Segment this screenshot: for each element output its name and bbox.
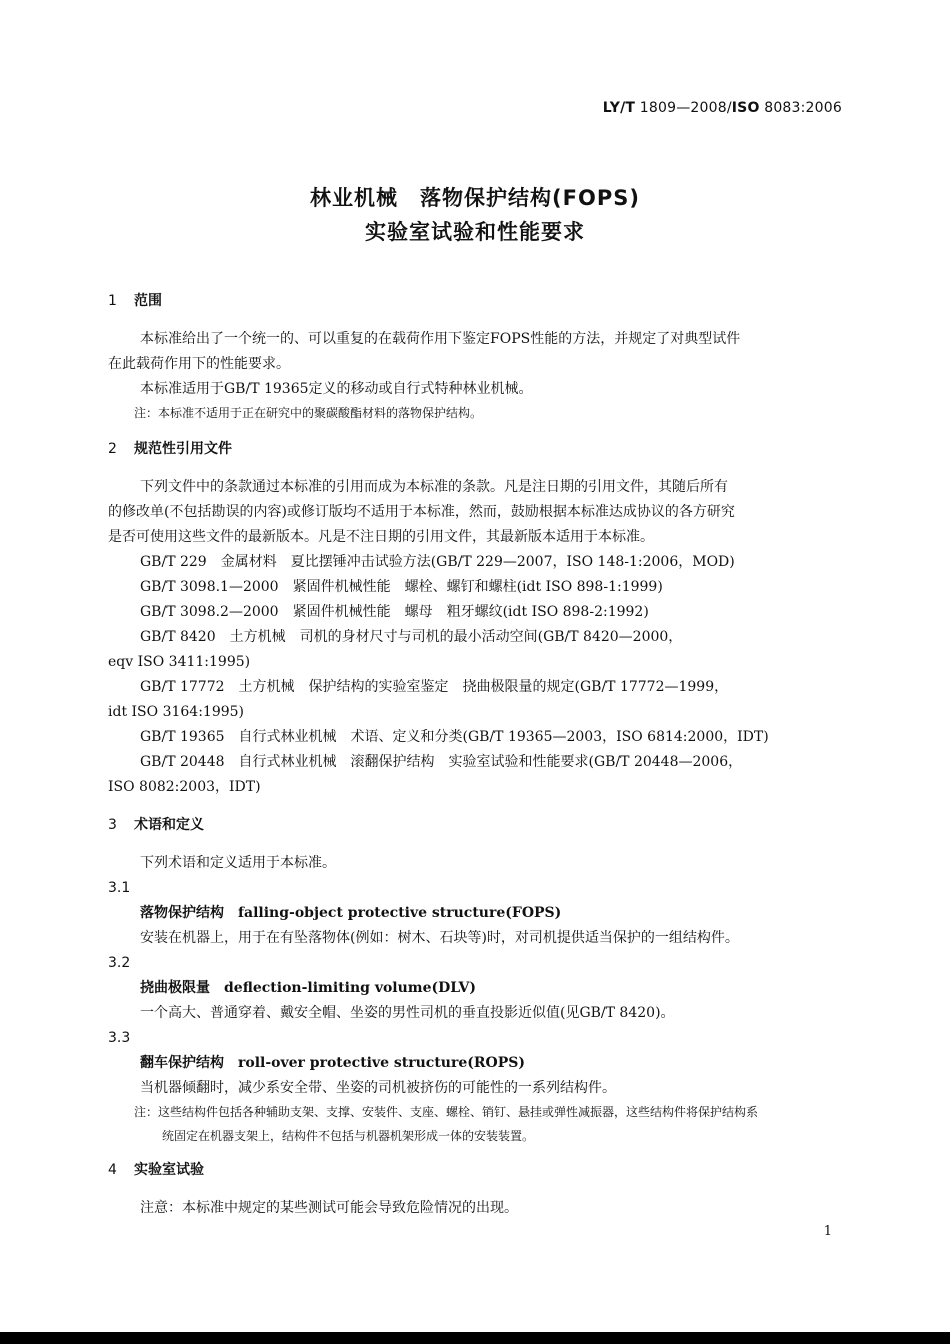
reference-item: GB/T 19365 自行式林业机械 术语、定义和分类(GB/T 19365—2003，ISO 6814:2000，IDT) bbox=[140, 729, 769, 745]
note: 注：这些结构件包括各种辅助支架、支撑、安装件、支座、螺栓、销钉、悬挂或弹性减振器，这些结构件将保护结构系 bbox=[134, 1105, 759, 1119]
paragraph-line: 下列术语和定义适用于本标准。 bbox=[140, 855, 336, 871]
std-number: 1809—2008/ bbox=[635, 100, 732, 116]
reference-item: GB/T 17772 土方机械 保护结构的实验室鉴定 挠曲极限量的规定(GB/T 17772—1999， bbox=[140, 679, 729, 695]
term-english: roll-over protective structure(ROPS) bbox=[238, 1055, 525, 1071]
reference-item: GB/T 3098.1—2000 紧固件机械性能 螺栓、螺钉和螺柱(idt ISO 898-1:1999) bbox=[140, 579, 663, 595]
section-title: 实验室试验 bbox=[134, 1162, 204, 1178]
section-3-heading bbox=[108, 815, 844, 835]
section-2-heading bbox=[108, 439, 844, 459]
section-number: 2 bbox=[108, 441, 117, 457]
clause-number: 3.2 bbox=[108, 955, 131, 971]
paragraph-line: 下列文件中的条款通过本标准的引用而成为本标准的条款。凡是注日期的引用文件，其随后所有 bbox=[140, 479, 728, 495]
iso-number: 8083:2006 bbox=[759, 100, 842, 116]
term-english: falling-object protective structure(FOPS) bbox=[238, 905, 562, 921]
document-title-line-1: 林业机械 落物保护结构(FOPS) bbox=[310, 186, 640, 210]
note: 注：本标准不适用于正在研究中的聚碳酸酯材料的落物保护结构。 bbox=[134, 406, 483, 420]
section-1-heading bbox=[108, 291, 844, 311]
section-4-heading bbox=[108, 1160, 844, 1180]
section-title: 范围 bbox=[134, 293, 162, 309]
paragraph-line: 本标准给出了一个统一的、可以重复的在载荷作用下鉴定FOPS性能的方法，并规定了对典型试件 bbox=[140, 331, 741, 347]
paragraph-line: 注意：本标准中规定的某些测试可能会导致危险情况的出现。 bbox=[140, 1200, 518, 1216]
term-entry bbox=[140, 978, 844, 998]
paragraph-line: 是否可使用这些文件的最新版本。凡是不注日期的引用文件，其最新版本适用于本标准。 bbox=[108, 529, 654, 545]
term-definition: 一个高大、普通穿着、戴安全帽、坐姿的男性司机的垂直投影近似值(见GB/T 8420)。 bbox=[140, 1005, 675, 1021]
note-continued: 统固定在机器支架上，结构件不包括与机器机架形成一体的安装装置。 bbox=[162, 1129, 535, 1143]
document-title-line-2: 实验室试验和性能要求 bbox=[365, 220, 585, 244]
term-entry bbox=[140, 903, 844, 923]
paragraph-line: 的修改单(不包括勘误的内容)或修订版均不适用于本标准，然而，鼓励根据本标准达成协议的各方研究 bbox=[108, 504, 735, 520]
reference-item: GB/T 20448 自行式林业机械 滚翻保护结构 实验室试验和性能要求(GB/T 20448—2006， bbox=[140, 754, 743, 770]
section-title: 术语和定义 bbox=[134, 817, 204, 833]
term-chinese: 翻车保护结构 bbox=[140, 1055, 224, 1071]
section-number: 1 bbox=[108, 293, 117, 309]
section-number: 4 bbox=[108, 1162, 117, 1178]
clause-number: 3.3 bbox=[108, 1030, 131, 1046]
page-number: 1 bbox=[823, 1224, 832, 1239]
reference-item: GB/T 3098.2—2000 紧固件机械性能 螺母 粗牙螺纹(idt ISO 898-2:1992) bbox=[140, 604, 649, 620]
std-prefix: LY/T bbox=[602, 100, 636, 116]
section-title: 规范性引用文件 bbox=[134, 441, 232, 457]
standard-number bbox=[603, 100, 842, 116]
paragraph-line: 本标准适用于GB/T 19365定义的移动或自行式特种林业机械。 bbox=[140, 381, 533, 397]
page-bottom-edge bbox=[0, 1332, 950, 1344]
term-chinese: 挠曲极限量 bbox=[140, 980, 210, 996]
reference-item-continued: eqv ISO 3411:1995) bbox=[108, 654, 251, 670]
iso-prefix: ISO bbox=[731, 100, 760, 116]
reference-item-continued: ISO 8082:2003，IDT) bbox=[108, 779, 261, 795]
reference-item-continued: idt ISO 3164:1995) bbox=[108, 704, 245, 720]
term-definition: 当机器倾翻时，减少系安全带、坐姿的司机被挤伤的可能性的一系列结构件。 bbox=[140, 1080, 616, 1096]
section-number: 3 bbox=[108, 817, 117, 833]
reference-item: GB/T 8420 土方机械 司机的身材尺寸与司机的最小活动空间(GB/T 8420—2000， bbox=[140, 629, 683, 645]
paragraph-line: 在此载荷作用下的性能要求。 bbox=[108, 356, 290, 372]
reference-item: GB/T 229 金属材料 夏比摆锤冲击试验方法(GB/T 229—2007，ISO 148-1:2006，MOD) bbox=[140, 554, 735, 570]
term-definition: 安装在机器上，用于在有坠落物体(例如：树木、石块等)时，对司机提供适当保护的一组结构件。 bbox=[140, 930, 739, 946]
clause-number: 3.1 bbox=[108, 880, 131, 896]
term-chinese: 落物保护结构 bbox=[140, 905, 224, 921]
term-entry bbox=[140, 1053, 844, 1073]
term-english: deflection-limiting volume(DLV) bbox=[224, 980, 476, 996]
